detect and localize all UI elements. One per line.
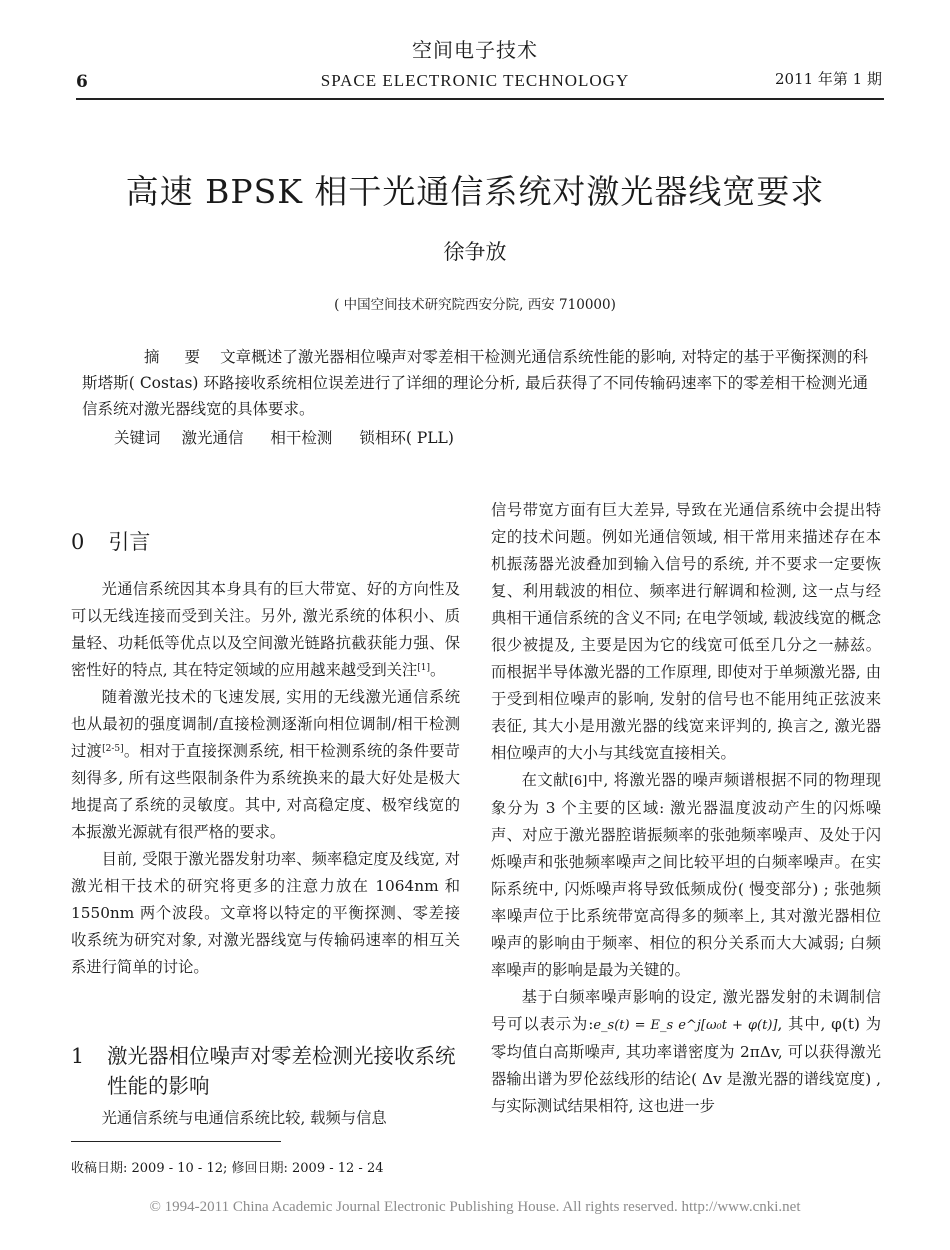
abstract-label: 摘 要 — [144, 348, 211, 366]
section-heading-1 — [71, 1041, 471, 1101]
paragraph: 目前, 受限于激光器发射功率、频率稳定度及线宽, 对激光相干技术的研究将更多的注意力放在 1064nm 和 1550nm 两个波段。文章将以特定的平衡探测、零差接收系统为研究对象, 对激光器线宽与传输码速率的相互关系进行简单的讨论。 — [71, 850, 460, 976]
affiliation: ( 中国空间技术研究院西安分院, 西安 710000) — [334, 297, 616, 313]
keywords-label: 关键词 — [114, 429, 161, 447]
section-title: 引言 — [108, 530, 151, 554]
footnote-dates: 收稿日期: 2009 - 10 - 12; 修回日期: 2009 - 12 - 24 — [71, 1161, 384, 1176]
section-number: 1 — [71, 1044, 85, 1068]
section-title: 激光器相位噪声对零差检测光接收系统性能的影响 — [107, 1044, 456, 1098]
paragraph: 光通信系统因其本身具有的巨大带宽、好的方向性及可以无线连接而受到关注。另外, 激光系统的体积小、质量轻、功耗低等优点以及空间激光链路抗截获能力强、保密性好的特点, 其在特定领域的应用越来越受到关注[1]。 — [71, 580, 460, 679]
footnote-divider — [71, 1141, 281, 1142]
intro-body — [71, 576, 460, 981]
keyword-item: 相干检测 — [270, 429, 333, 447]
issue-label: 2011 年第 1 期 — [774, 70, 882, 88]
paper-title: 高速 BPSK 相干光通信系统对激光器线宽要求 — [125, 172, 825, 211]
section-heading-intro — [71, 526, 150, 556]
paragraph: 随着激光技术的飞速发展, 实用的无线激光通信系统也从最初的强度调制/直接检测逐渐向相位调制/相干检测过渡[2-5]。相对于直接探测系统, 相干检测系统的条件要苛刻得多, 所有这些限制条件为系统换来的最大好处是极大地提高了系统的灵敏度。其中, 对高稳定度、极窄线宽的本振激光源就有很严格的要求。 — [71, 688, 460, 841]
citation: [6] — [568, 774, 588, 789]
journal-name-cn: 空间电子技术 — [412, 38, 538, 62]
right-column-body — [491, 497, 881, 1120]
keyword-item: 锁相环( PLL) — [359, 429, 454, 447]
citation: [1] — [417, 663, 431, 673]
keyword-item: 激光通信 — [181, 429, 244, 447]
signal-formula: e_s(t) = E_s e^j[ω₀t + φ(t)] — [593, 1018, 778, 1033]
paragraph: 信号带宽方面有巨大差异, 导致在光通信系统中会提出特定的技术问题。例如光通信领域, 相干常用来描述存在本机振荡器光波叠加到输入信号的系统, 并不要求一定要恢复、利用载波的相位、频率进行解调和检测, 这一点与经典相干通信系统的含义不同; 在电学领域, 载波线宽的概念很少被提及, 主要是因为它的线宽可低至几分之一赫兹。而根据半导体激光器的工作原理, 即使对于单频激光器, 由于受到相位噪声的影响, 发射的信号也不能用纯正弦波来表征, 其大小是用激光器的线宽来评判的, 换言之, 激光器相位噪声的大小与其线宽直接相关。 — [491, 501, 881, 762]
section1-body — [71, 1105, 460, 1132]
page-number: 6 — [76, 72, 88, 92]
abstract — [82, 344, 868, 422]
paragraph: 光通信系统与电通信系统比较, 载频与信息 — [101, 1109, 387, 1127]
keywords — [82, 426, 868, 448]
section-number: 0 — [71, 530, 85, 554]
journal-name-en: SPACE ELECTRONIC TECHNOLOGY — [320, 71, 630, 90]
paragraph: 基于白频率噪声影响的设定, 激光器发射的未调制信号可以表示为:e_s(t) = E_s e^j[ω₀t + φ(t)], 其中, φ(t) 为零均值白高斯噪声, 其功率谱密度为 2πΔv, 可以获得激光器输出谱为罗伦兹线形的结论( Δv 是激光器的谱线宽度) , 与实际测试结果相符, 这也进一步 — [491, 988, 881, 1115]
copyright-notice: © 1994-2011 China Academic Journal Electronic Publishing House. All rights reserved. http://www.cnki.net — [149, 1199, 801, 1215]
header-divider — [76, 98, 884, 100]
citation: [2-5] — [102, 744, 124, 754]
paragraph: 在文献[6]中, 将激光器的噪声频谱根据不同的物理现象分为 3 个主要的区域: 激光器温度波动产生的闪烁噪声、对应于激光器腔谐振频率的张弛频率噪声、及处于闪烁噪声和张弛频率噪声之间比较平坦的白频率噪声。在实际系统中, 闪烁噪声将导致低频成份( 慢变部分) ; 张弛频率噪声位于比系统带宽高得多的频率上, 其对激光器相位噪声的影响由于频率、相位的积分关系而大大减弱; 白频率噪声的影响是最为关键的。 — [491, 771, 881, 979]
abstract-text: 文章概述了激光器相位噪声对零差相干检测光通信系统性能的影响, 对特定的基于平衡探测的科斯塔斯( Costas) 环路接收系统相位误差进行了详细的理论分析, 最后获得了不同传输码速率下的零差相干检测光通信系统对激光器线宽的具体要求。 — [82, 348, 869, 418]
author-name: 徐争放 — [443, 240, 507, 264]
